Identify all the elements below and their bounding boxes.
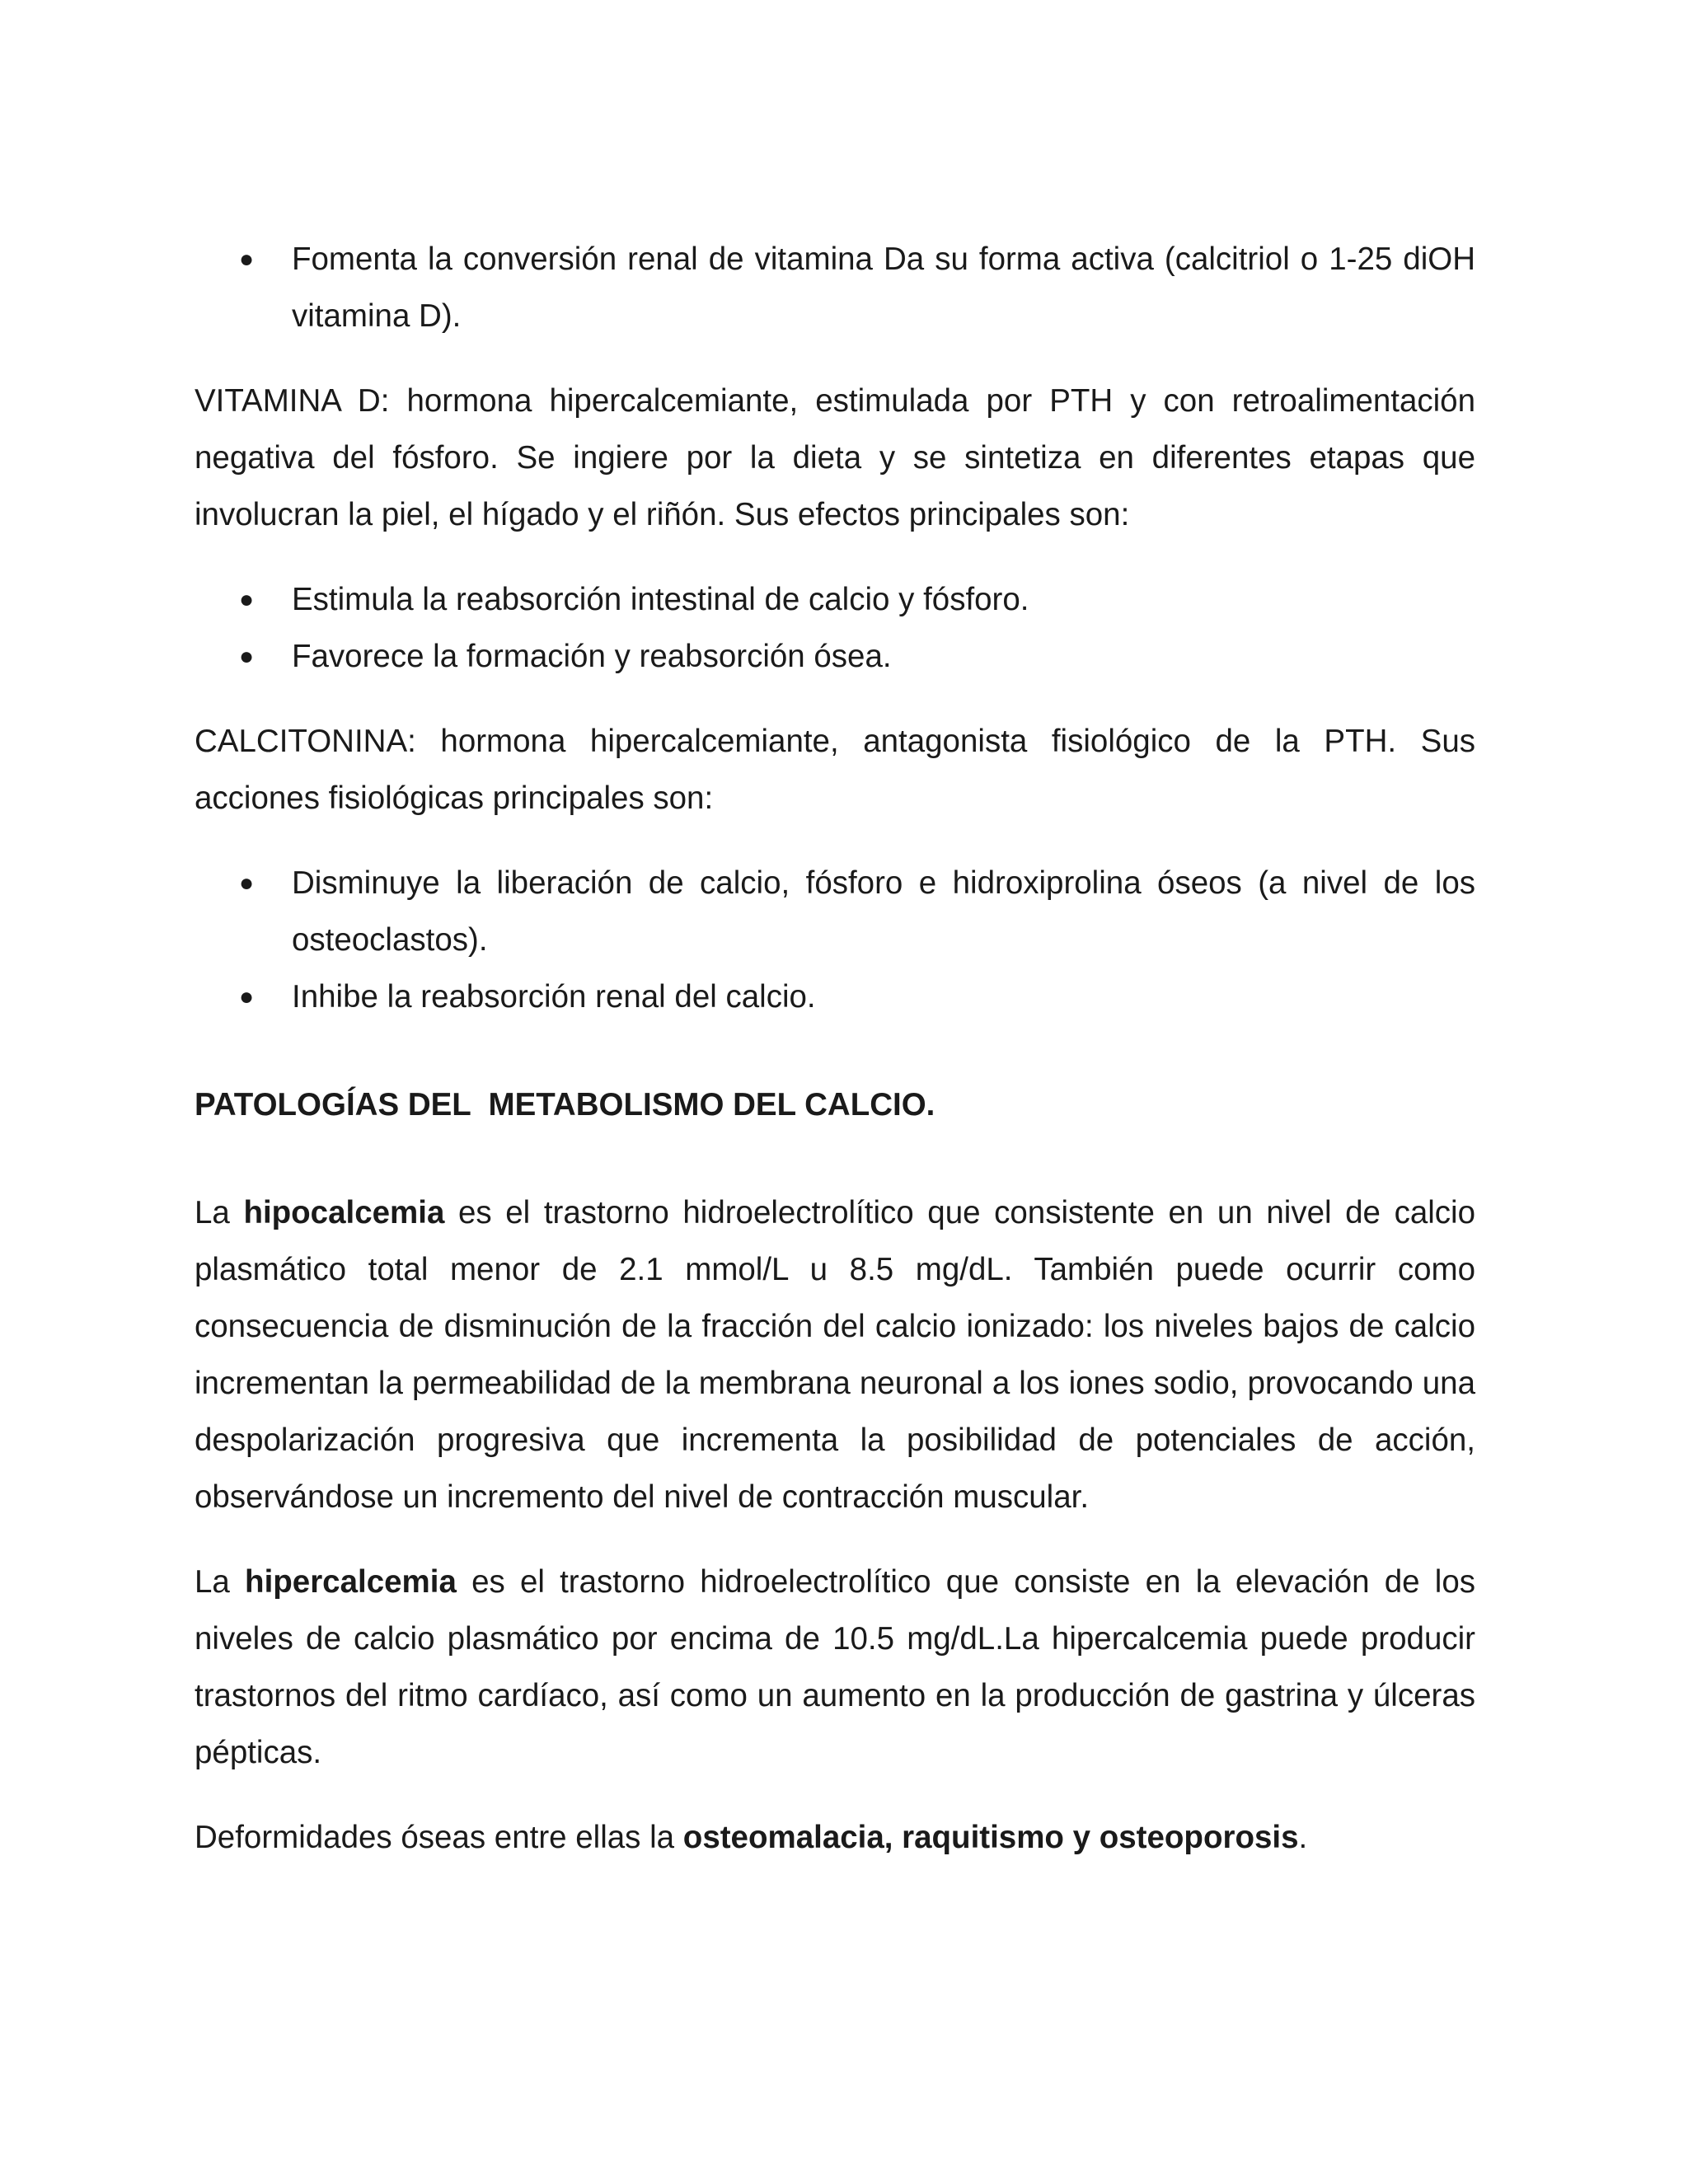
list-item (195, 571, 1475, 628)
list-item (195, 855, 1475, 968)
calcitonina-effects-list (195, 855, 1475, 1025)
list-item-text: Disminuye la liberación de calcio, fósforo e hidroxiprolina óseos (a nivel de los osteoclastos). (292, 865, 1475, 958)
hipercalcemia-paragraph (195, 1554, 1475, 1781)
paragraph-text: es el trastorno hidroelectrolítico que consiste en la elevación de los niveles de calcio plasmático por encima de 10.5 mg/dL.La hipercalcemia puede producir trastornos del ritmo cardíaco, así como un aumento en la producción de gastrina y úlceras pépticas. (195, 1564, 1476, 1770)
hipocalcemia-paragraph (195, 1184, 1475, 1526)
paragraph-text: . (1298, 1820, 1308, 1855)
calcitonina-paragraph: CALCITONINA: hormona hipercalcemiante, antagonista fisiológico de la PTH. Sus acciones fisiológicas principales son: (195, 724, 1475, 816)
bold-term: hipocalcemia (243, 1195, 445, 1230)
deformidades-paragraph (195, 1809, 1475, 1866)
vitamina-d-effects-list (195, 571, 1475, 685)
bold-term: osteomalacia, raquitismo y osteoporosis (682, 1820, 1299, 1855)
bullet-icon: ● (239, 643, 255, 670)
list-item-text: Favorece la formación y reabsorción ósea. (292, 639, 892, 674)
vitamina-d-paragraph: VITAMINA D: hormona hipercalcemiante, estimulada por PTH y con retroalimentación negativa del fósforo. Se ingiere por la dieta y se sintetiza en diferentes etapas que involucran la piel, el hígado y el riñón. Sus efectos principales son: (195, 383, 1475, 532)
list-item (195, 968, 1475, 1025)
list-item (195, 628, 1475, 685)
bold-term: hipercalcemia (245, 1564, 457, 1600)
bullet-icon: ● (239, 983, 255, 1010)
pth-effects-list (195, 231, 1475, 344)
bullet-icon: ● (239, 246, 255, 273)
bullet-icon: ● (239, 586, 255, 613)
list-item (195, 231, 1475, 344)
list-item-text: Inhibe la reabsorción renal del calcio. (292, 979, 816, 1015)
paragraph-text: es el trastorno hidroelectrolítico que consistente en un nivel de calcio plasmático total menor de 2.1 mmol/L u 8.5 mg/dL. También puede ocurrir como consecuencia de disminución de la fracción del calcio ionizado: los niveles bajos de calcio incrementan la permeabilidad de la membrana neuronal a los iones sodio, provocando una despolarización progresiva que incrementa la posibilidad de potenciales de acción, observándose un incremento del nivel de contracción muscular. (195, 1195, 1475, 1515)
paragraph-text: La (195, 1195, 244, 1230)
paragraph-text: La (195, 1564, 246, 1600)
paragraph-text: Deformidades óseas entre ellas la (195, 1820, 683, 1855)
list-item-text: Fomenta la conversión renal de vitamina Da su forma activa (calcitriol o 1-25 diOH vitamina D). (292, 241, 1475, 334)
document-page (195, 231, 1475, 1894)
list-item-text: Estimula la reabsorción intestinal de calcio y fósforo. (292, 582, 1029, 617)
section-heading: PATOLOGÍAS DEL METABOLISMO DEL CALCIO. (195, 1087, 935, 1122)
bullet-icon: ● (239, 869, 255, 897)
